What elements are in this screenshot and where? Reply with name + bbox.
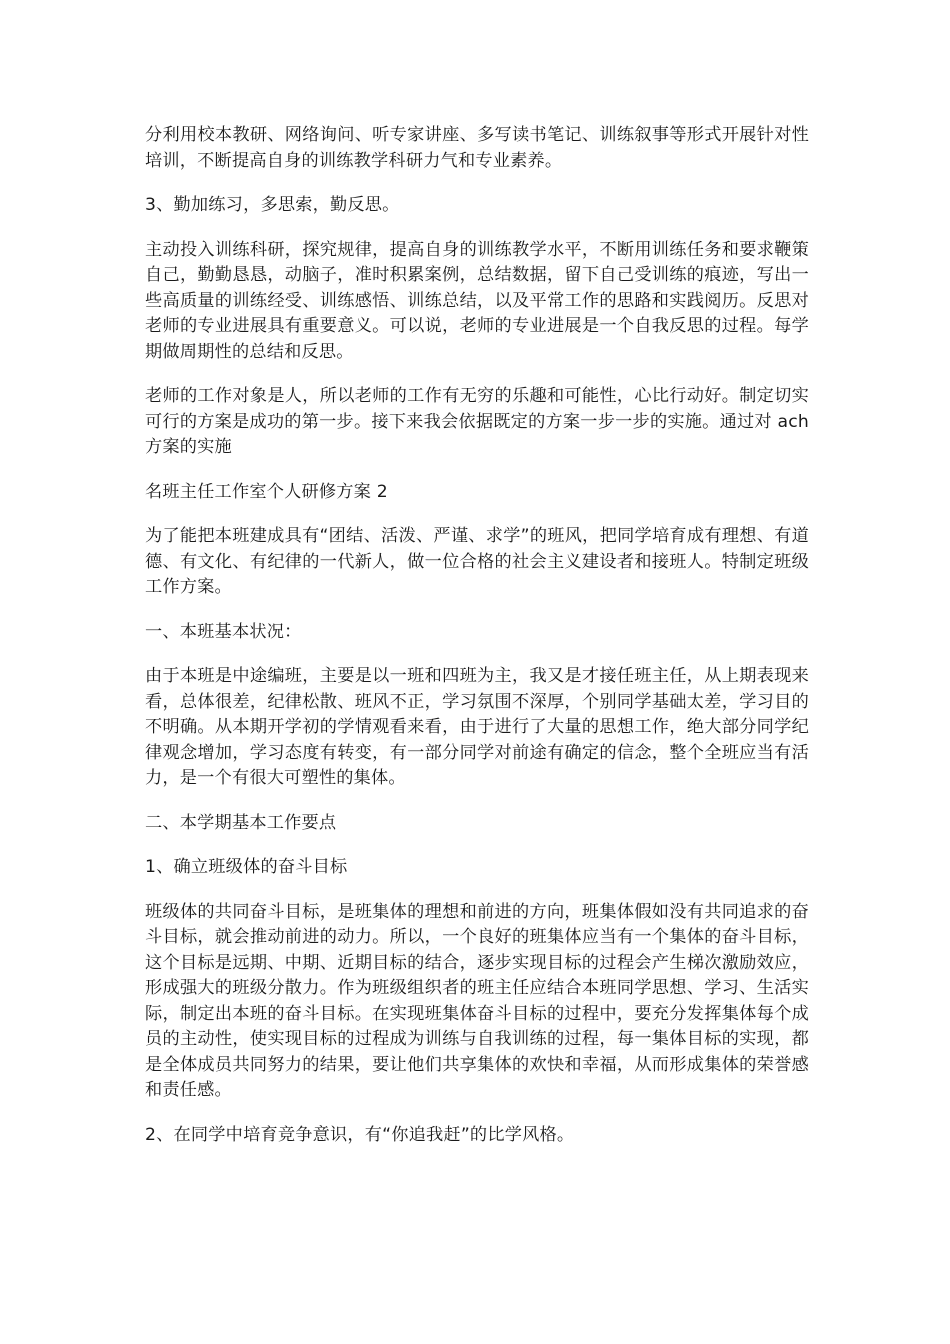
heading-establish-goal: 1、确立班级体的奋斗目标 (145, 857, 348, 877)
paragraph-training-methods: 分利用校本教研、网络询问、听专家讲座、多写读书笔记、训练叙事等形式开展针对性培训，不断提高自身的训练教学科研力气和专业素养。 (145, 125, 809, 171)
heading-practice-reflection: 3、勤加练习，多思索，勤反思。 (145, 195, 400, 215)
paragraph-teacher-work: 老师的工作对象是人，所以老师的工作有无穷的乐趣和可能性，心比行动好。制定切实可行的方案是成功的第一步。接下来我会依据既定的方案一步一步的实施。通过对 ach 方案的实施 (145, 386, 809, 457)
paragraph-class-situation: 由于本班是中途编班，主要是以一班和四班为主，我又是才接任班主任，从上期表现来看，总体很差，纪律松散、班风不正，学习氛围不深厚，个别同学基础太差，学习目的不明确。从本期开学初的学情观看来看，由于进行了大量的思想工作，绝大部分同学纪律观念增加，学习态度有转变，有一部分同学对前途有确定的信念，整个全班应当有活力，是一个有很大可塑性的集体。 (145, 666, 809, 788)
heading-work-points: 二、本学期基本工作要点 (145, 812, 337, 833)
document-page (145, 123, 809, 1167)
paragraph-common-goal: 班级体的共同奋斗目标，是班集体的理想和前进的方向，班集体假如没有共同追求的奋斗目标，就会推动前进的动力。所以，一个良好的班集体应当有一个集体的奋斗目标，这个目标是远期、中期、近期目标的结合，逐步实现目标的过程会产生梯次激励效应，形成强大的班级分散力。作为班级组织者的班主任应结合本班同学思想、学习、生活实际，制定出本班的奋斗目标。在实现班集体奋斗目标的过程中，要充分发挥集体每个成员的主动性，使实现目标的过程成为训练与自我训练的过程，每一集体目标的实现，都是全体成员共同努力的结果，要让他们共享集体的欢快和幸福，从而形成集体的荣誉感和责任感。 (145, 901, 809, 1100)
paragraph-research-reflection: 主动投入训练科研，探究规律，提高自身的训练教学水平，不断用训练任务和要求鞭策自己，勤勤恳恳，动脑子，准时积累案例，总结数据，留下自己受训练的痕迹，写出一些高质量的训练经受、训练感悟、训练总结，以及平常工作的思路和实践阅历。反思对老师的专业进展具有重要意义。可以说，老师的专业进展是一个自我反思的过程。每学期做周期性的总结和反思。 (145, 239, 809, 362)
heading-competition: 2、在同学中培育竞争意识，有“你追我赶”的比学风格。 (145, 1124, 575, 1145)
paragraph-class-goal: 为了能把本班建成具有“团结、活泼、严谨、求学”的班风，把同学培育成有理想、有道德、有文化、有纪律的一代新人，做一位合格的社会主义建设者和接班人。特制定班级工作方案。 (145, 526, 809, 597)
section-title-plan-2: 名班主任工作室个人研修方案 2 (145, 481, 388, 502)
heading-basic-situation: 一、本班基本状况： (145, 621, 302, 642)
